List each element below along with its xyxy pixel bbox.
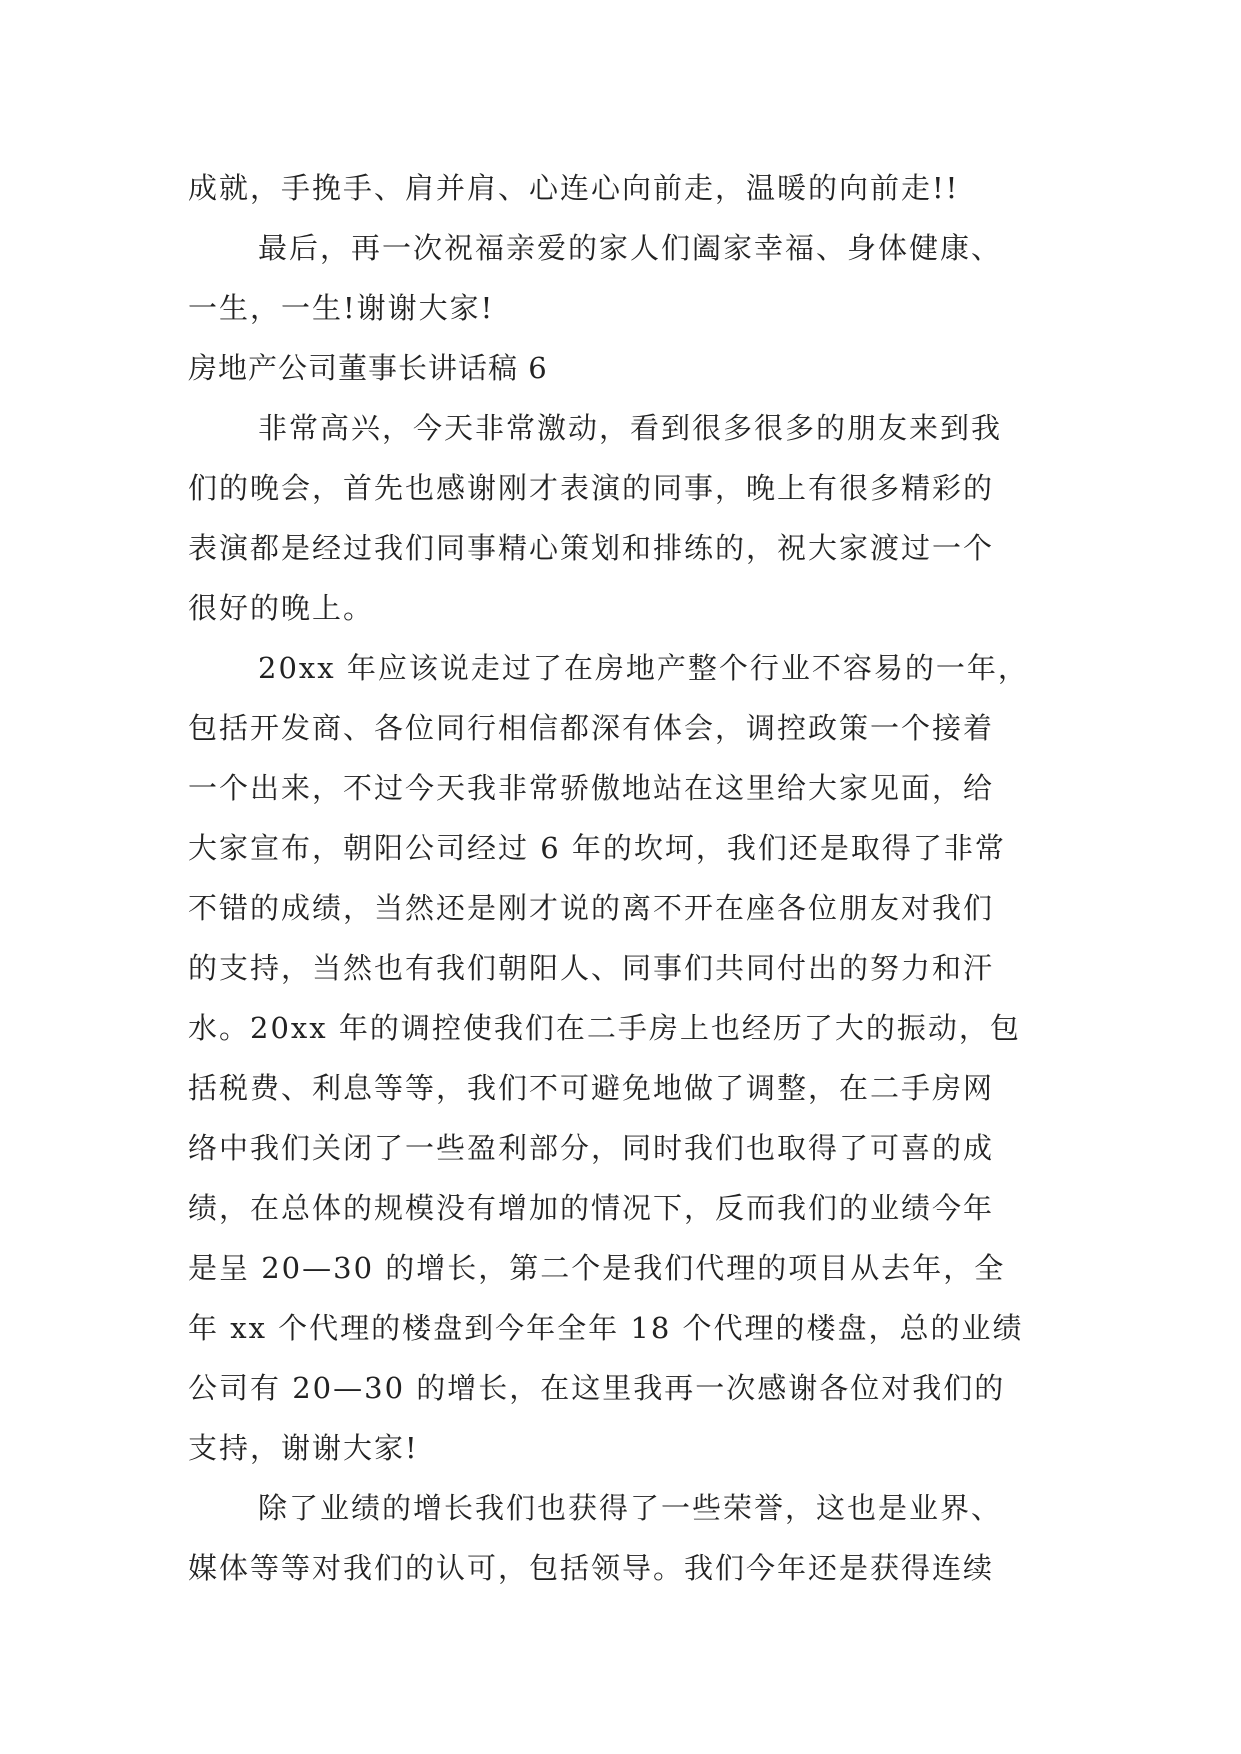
text-line: 一生，一生!谢谢大家!	[188, 291, 495, 325]
text-line: 大家宣布，朝阳公司经过 6 年的坎坷，我们还是取得了非常	[188, 831, 1006, 865]
text-line: 成就，手挽手、肩并肩、心连心向前走，温暖的向前走!!	[188, 171, 960, 205]
text-line: 年 xx 个代理的楼盘到今年全年 18 个代理的楼盘，总的业绩	[188, 1311, 1024, 1345]
text-line: 络中我们关闭了一些盈利部分，同时我们也取得了可喜的成	[188, 1131, 995, 1165]
section-heading: 房地产公司董事长讲话稿 6	[188, 351, 548, 385]
text-line: 不错的成绩，当然还是刚才说的离不开在座各位朋友对我们	[188, 891, 995, 925]
text-line: 媒体等等对我们的认可，包括领导。我们今年还是获得连续	[188, 1551, 995, 1585]
text-line: 包括开发商、各位同行相信都深有体会，调控政策一个接着	[188, 711, 995, 745]
text-line: 很好的晚上。	[188, 591, 375, 625]
text-line: 支持，谢谢大家!	[188, 1431, 419, 1465]
text-line: 是呈 20—30 的增长，第二个是我们代理的项目从去年，全	[188, 1251, 1006, 1285]
text-line: 们的晚会，首先也感谢刚才表演的同事，晚上有很多精彩的	[188, 471, 995, 505]
text-line: 公司有 20—30 的增长，在这里我再一次感谢各位对我们的	[188, 1371, 1006, 1405]
text-line: 绩，在总体的规模没有增加的情况下，反而我们的业绩今年	[188, 1191, 995, 1225]
text-line: 的支持，当然也有我们朝阳人、同事们共同付出的努力和汗	[188, 951, 995, 985]
text-line: 一个出来，不过今天我非常骄傲地站在这里给大家见面，给	[188, 771, 995, 805]
paragraph-start-line: 最后，再一次祝福亲爱的家人们阖家幸福、身体健康、	[258, 231, 1003, 265]
paragraph-start-line: 20xx 年应该说走过了在房地产整个行业不容易的一年，	[258, 651, 1029, 685]
text-line: 表演都是经过我们同事精心策划和排练的，祝大家渡过一个	[188, 531, 995, 565]
paragraph-start-line: 除了业绩的增长我们也获得了一些荣誉，这也是业界、	[258, 1491, 1003, 1525]
text-line: 水。20xx 年的调控使我们在二手房上也经历了大的振动，包	[188, 1011, 1021, 1045]
text-line: 括税费、利息等等，我们不可避免地做了调整，在二手房网	[188, 1071, 995, 1105]
document-page	[188, 158, 1068, 1598]
paragraph-start-line: 非常高兴，今天非常激动，看到很多很多的朋友来到我	[258, 411, 1003, 445]
